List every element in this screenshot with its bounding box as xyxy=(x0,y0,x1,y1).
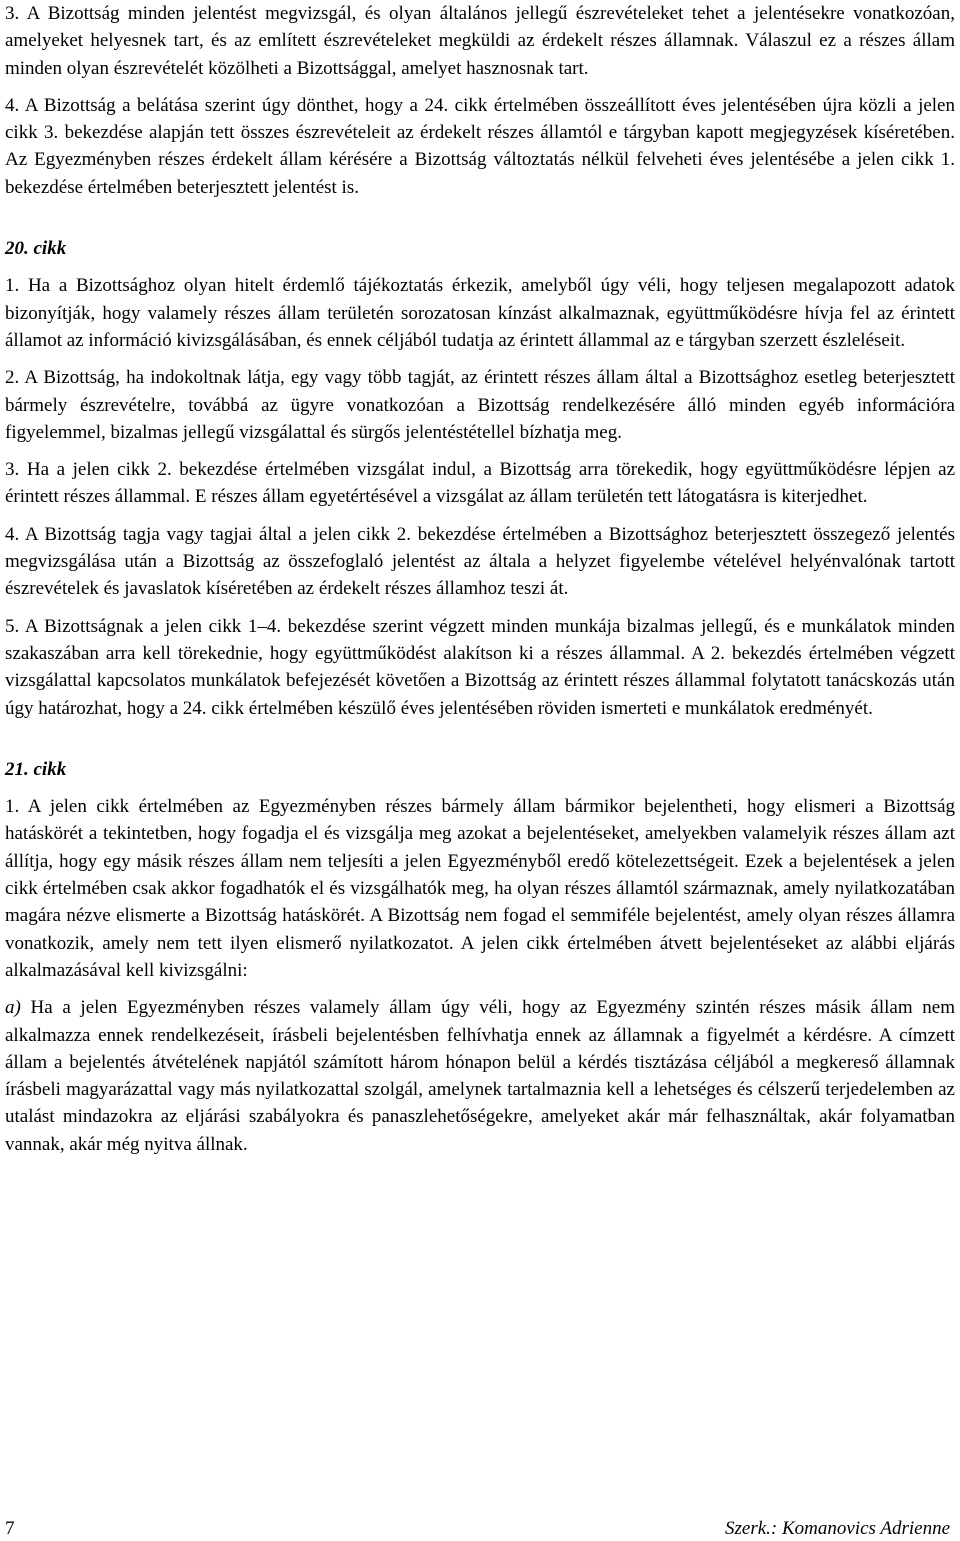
article-21-paragraph-1: 1. A jelen cikk értelmében az Egyezményben részes bármely állam bármikor bejelentheti, hogy elismeri a Bizottság hatáskörét a tekintetben, hogy fogadja el és vizsgálja meg azokat a bejelentéseket, amelyekben valamelyik részes állam azt állítja, hogy egy másik részes állam nem teljesíti a jelen Egyezményből eredő kötelezettségeit. Ezek a bejelentések a jelen cikk értelmében csak akkor fogadhatók el és vizsgálhatók meg, ha olyan részes államtól származnak, amely nyilatkozatában magára nézve elismerte a Bizottság hatáskörét. A Bizottság nem fogad el semmiféle bejelentést, amely olyan részes államra vonatkozik, amely nem tett ilyen elismerő nyilatkozatot. A jelen cikk értelmében átvett bejelentéseket az alábbi eljárás alkalmazásával kell kivizsgálni: xyxy=(5,796,955,981)
point-a-label: a) xyxy=(5,997,21,1019)
article-20-paragraph-5: 5. A Bizottságnak a jelen cikk 1–4. bekezdése szerint végzett minden munkája bizalmas jellegű, és e munkálatok minden szakaszában arra kell törekednie, hogy együttműködést alakítson ki a részes állammal. A 2. bekezdés értelmében végzett vizsgálattal kapcsolatos munkálatok befejezését követően a Bizottság az érintett részes állammal folytatott tanácskozás után úgy határozhat, hogy a 24. cikk értelmében készülő éves jelentésében röviden ismerteti e munkálatok eredményét. xyxy=(5,615,955,719)
article-21-point-a xyxy=(5,994,955,1158)
document-body xyxy=(5,0,955,1158)
article-19-paragraph-3: 3. A Bizottság minden jelentést megvizsgál, és olyan általános jellegű észrevételeket tehet a jelentésekre vonatkozóan, amelyeket helyesnek tart, és az említett észrevételeket megküldi az érdekelt részes államnak. Válaszul ez a részes állam minden olyan észrevételét közölheti a Bizottsággal, amelyet hasznosnak tart. xyxy=(5,3,955,79)
article-21-heading: 21. cikk xyxy=(5,758,67,780)
article-20-paragraph-3: 3. Ha a jelen cikk 2. bekezdése értelmében vizsgálat indul, a Bizottság arra törekedik, hogy együttműködésre lépjen az érintett részes állammal. E részes állam egyetértésével a vizsgálat az állam területén tett látogatásra is kiterjedhet. xyxy=(5,459,955,508)
article-20-paragraph-4: 4. A Bizottság tagja vagy tagjai által a jelen cikk 2. bekezdése értelmében a Bizottsághoz beterjesztett összegező jelentés megvizsgálása után a Bizottság az összefoglaló jelentést az általa a helyzet figyelembe vételével helyénvalónak tartott észrevételek és javaslatok kíséretében az érdekelt részes államhoz teszi át. xyxy=(5,523,955,600)
article-20-paragraph-2: 2. A Bizottság, ha indokoltnak látja, egy vagy több tagját, az érintett részes állam által a Bizottsághoz esetleg beterjesztett bármely észrevételre, továbbá az ügyre vonatkozóan a Bizottság rendelkezésére álló minden egyéb információra figyelemmel, bizalmas jellegű vizsgálattal és sürgős jelentéstétellel bízhatja meg. xyxy=(5,367,955,443)
article-20-heading: 20. cikk xyxy=(5,238,67,260)
article-19-paragraph-4: 4. A Bizottság a belátása szerint úgy dönthet, hogy a 24. cikk értelmében összeállított éves jelentésében újra közli a jelen cikk 3. bekezdése alapján tett összes észrevételeit az érdekelt részes államtól e tárgyban kapott megjegyzések kíséretében. Az Egyezményben részes érdekelt állam kérésére a Bizottság változtatás nélkül felveheti éves jelentésébe a jelen cikk 1. bekezdése értelmében beterjesztett jelentést is. xyxy=(5,94,955,198)
editor-credit: Szerk.: Komanovics Adrienne xyxy=(725,1518,950,1539)
page-number: 7 xyxy=(5,1518,15,1539)
point-a-text: Ha a jelen Egyezményben részes valamely állam úgy véli, hogy az Egyezmény szintén részes másik állam nem alkalmazza ennek rendelkezéseit, írásbeli bejelentésben felhívhatja ennek az államnak a figyelmét a kérdésre. A címzett állam a bejelentés átvételének napjától számított három hónapon belül a kérdés tisztázása céljából a megkereső államnak írásbeli magyarázattal vagy más nyilatkozattal szolgál, amelynek tartalmaznia kell a lehetséges és célszerű terjedelemben az utalást mindazokra az eljárási szabályokra és panaszlehetőségekre, amelyeket akár már felhasználtak, akár folyamatban vannak, akár még nyitva állnak. xyxy=(5,997,955,1155)
article-20-paragraph-1: 1. Ha a Bizottsághoz olyan hitelt érdemlő tájékoztatás érkezik, amelyből úgy véli, hogy teljesen megalapozott adatok bizonyítják, hogy valamely részes állam területén sorozatosan kínzást alkalmaznak, együttműködésre hívja fel az érintett államot az információ kivizsgálásában, és ennek céljából tudatja az érintett állammal az e tárgyban szerzett észleléseit. xyxy=(5,275,955,351)
